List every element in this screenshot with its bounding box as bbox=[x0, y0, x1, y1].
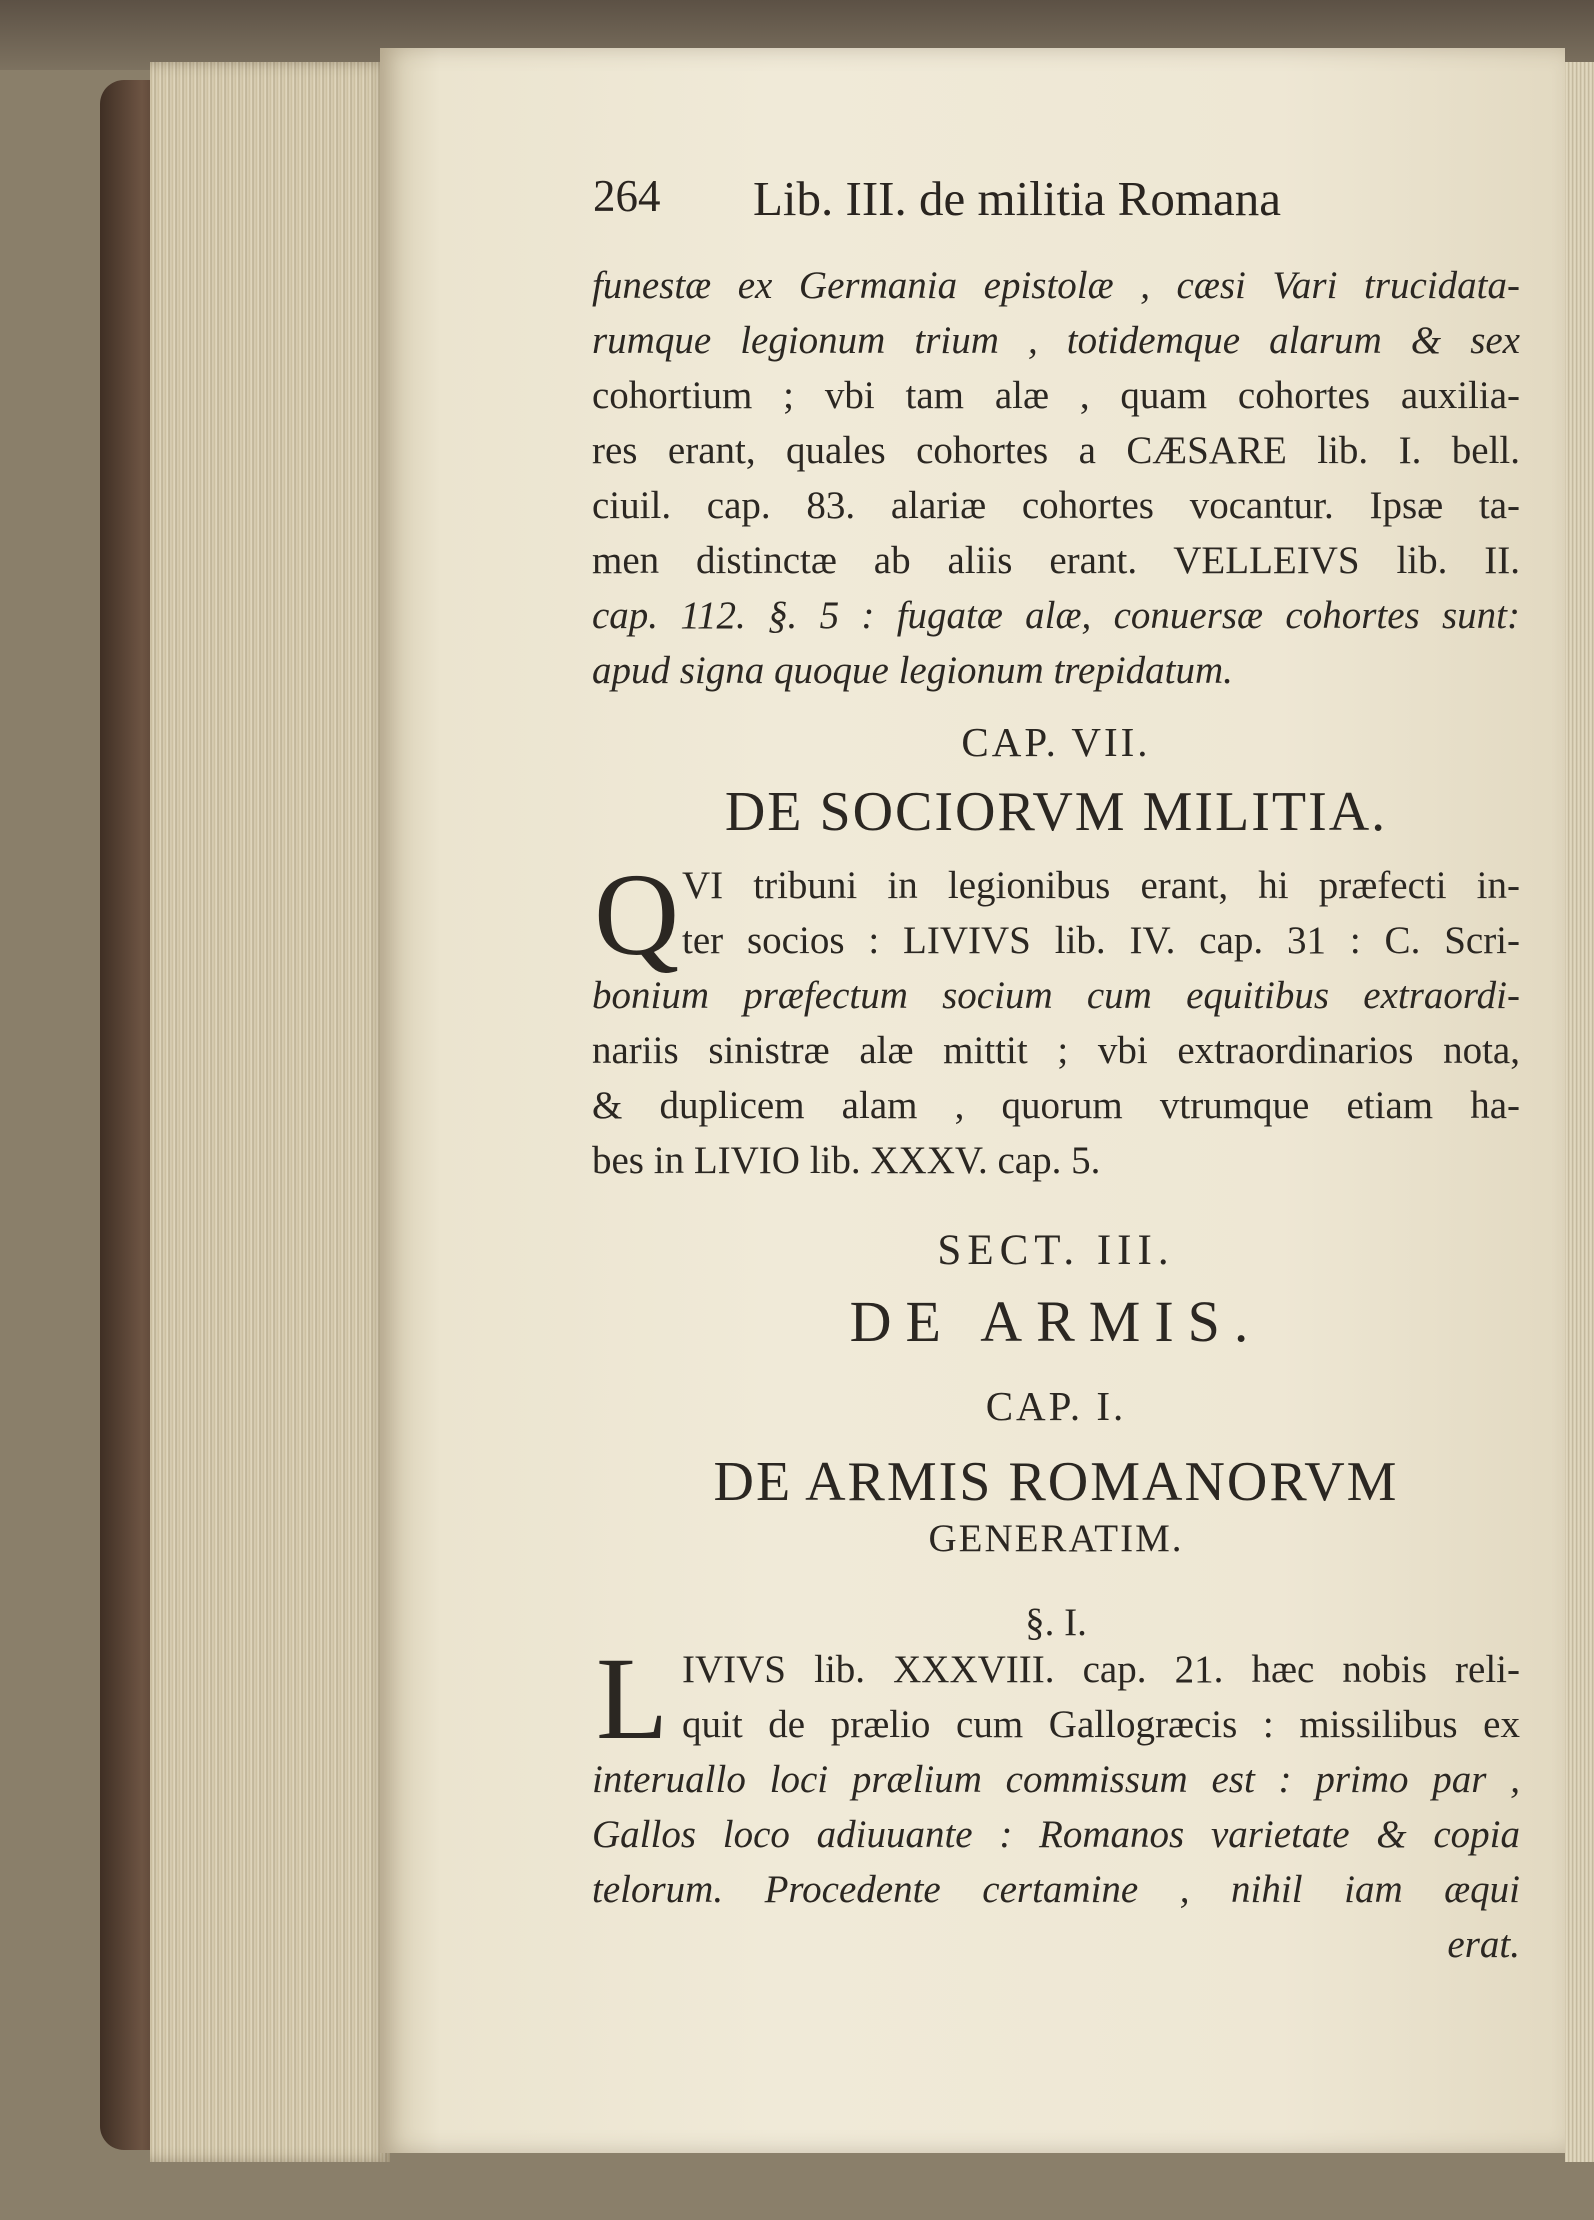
text-line: IVIVS lib. XXXVIII. cap. 21. hæc nobis reli- bbox=[682, 1648, 1520, 1691]
text-line: funestæ ex Germania epistolæ , cæsi Vari trucidata- bbox=[592, 264, 1520, 307]
facing-page-edge bbox=[1565, 62, 1594, 2162]
text-line: nariis sinistræ alæ mittit ; vbi extraordinarios nota, bbox=[592, 1029, 1520, 1072]
text-line: & duplicem alam , quorum vtrumque etiam ha- bbox=[592, 1084, 1520, 1127]
chapter-title: DE SOCIORVM MILITIA. bbox=[724, 781, 1388, 843]
page-header bbox=[593, 170, 1393, 240]
text-line: rumque legionum trium , totidemque alarum & sex bbox=[592, 319, 1520, 362]
text-line: cohortium ; vbi tam alæ , quam cohortes auxilia- bbox=[592, 374, 1520, 417]
text-line: interuallo loci prælium commissum est : primo par , bbox=[592, 1758, 1520, 1801]
section-title: DE ARMIS. bbox=[849, 1289, 1263, 1354]
text-line: quit de prælio cum Gallogræcis : missilibus ex bbox=[682, 1703, 1520, 1746]
chapter-title: DE ARMIS ROMANORVM bbox=[713, 1451, 1399, 1513]
chapter-label: CAP. VII. bbox=[961, 719, 1151, 765]
text-line: telorum. Procedente certamine , nihil iam æqui bbox=[592, 1868, 1520, 1911]
text-line: Gallos loco adiuuante : Romanos varietate & copia bbox=[592, 1813, 1520, 1856]
chapter-label: CAP. I. bbox=[985, 1383, 1127, 1429]
running-title: Lib. III. de militia Romana bbox=[753, 171, 1281, 226]
catchword: erat. bbox=[1447, 1923, 1520, 1966]
drop-cap: L bbox=[596, 1633, 669, 1764]
text-line: res erant, quales cohortes a CÆSARE lib. I. bell. bbox=[592, 429, 1520, 472]
text-line: ter socios : LIVIVS lib. IV. cap. 31 : C. Scri- bbox=[682, 919, 1520, 962]
page-edges bbox=[150, 62, 390, 2162]
section-label: SECT. III. bbox=[937, 1227, 1175, 1274]
text-line: men distinctæ ab aliis erant. VELLEIVS lib. II. bbox=[592, 539, 1520, 582]
drop-cap: Q bbox=[594, 849, 680, 980]
text-line: ciuil. cap. 83. alariæ cohortes vocantur. Ipsæ ta- bbox=[592, 484, 1520, 527]
section-mark: §. I. bbox=[1025, 1601, 1087, 1644]
text-line: bonium præfectum socium cum equitibus extraordi- bbox=[592, 974, 1520, 1017]
text-line: apud signa quoque legionum trepidatum. bbox=[592, 649, 1233, 692]
page-number: 264 bbox=[593, 171, 661, 221]
text-line: bes in LIVIO lib. XXXV. cap. 5. bbox=[592, 1139, 1101, 1182]
text-line: VI tribuni in legionibus erant, hi præfecti in- bbox=[682, 864, 1520, 907]
chapter-subtitle: GENERATIM. bbox=[928, 1517, 1184, 1560]
text-line: cap. 112. §. 5 : fugatæ alæ, conuersæ cohortes sunt: bbox=[592, 594, 1520, 637]
